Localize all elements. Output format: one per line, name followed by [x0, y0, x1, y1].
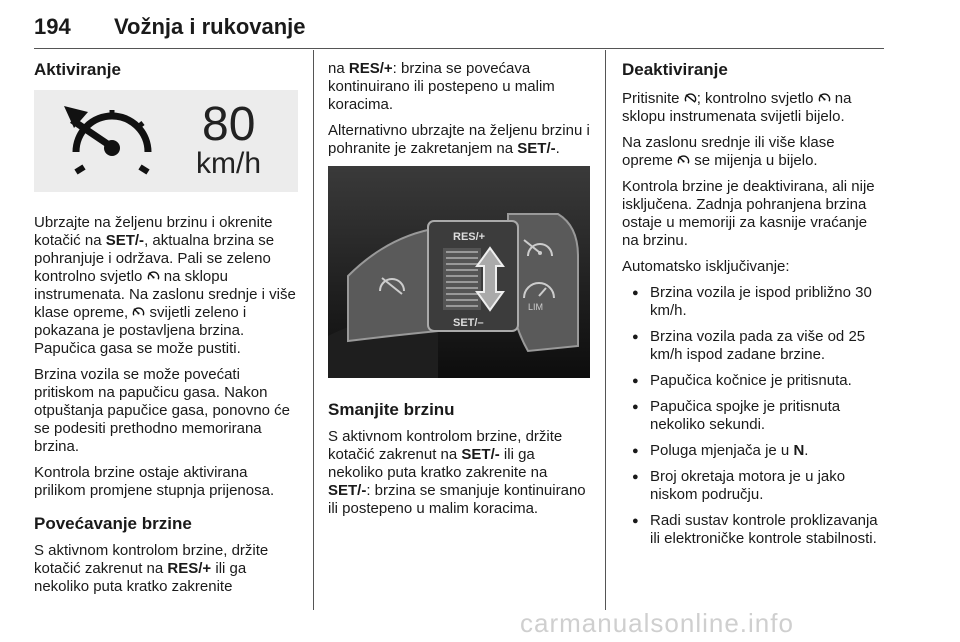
watermark: carmanualsonline.info — [520, 608, 794, 638]
steering-wheel-controls-figure — [328, 166, 590, 378]
paragraph: Brzina vozila se može povećati pritiskom na papučicu gasa. Nakon otpuštanja papučice gasa, ponovno će se podesiti prethodno memorirana brzina. — [34, 366, 291, 455]
paragraph: S aktivnom kontrolom brzine, držite kotačić zakrenut na RES/+ ili ga nekoliko puta kratko zakrenite — [34, 542, 269, 595]
paragraph: Alternativno ubrzajte na željenu brzinu i pohranite je zakretanjem na SET/-. — [328, 122, 590, 157]
steering-wheel-illustration — [328, 166, 590, 378]
res-label: RES/+ — [453, 231, 486, 243]
auto-off-list — [622, 284, 884, 548]
list-item: ● Brzina vozila pada za više od 25 km/h ispod zadane brzine. — [622, 328, 884, 364]
paragraph: Na zaslonu srednje ili više klase opreme se mijenja u bijelo. — [622, 134, 835, 169]
cruise-control-icon — [132, 306, 145, 319]
column-divider — [605, 50, 606, 610]
column-3 — [622, 60, 884, 556]
list-item: ● Papučica spojke je pritisnuta nekoliko sekundi. — [622, 398, 884, 434]
header-rule — [34, 48, 884, 49]
paragraph: Pritisnite ; kontrolno svjetlo na sklopu instrumenata svijetli bijelo. — [622, 90, 852, 125]
cruise-control-icon — [677, 154, 690, 167]
cruise-control-icon — [147, 270, 160, 283]
lim-label: LIM — [528, 302, 544, 312]
paragraph: Kontrola brzine ostaje aktivirana prilikom promjene stupnja prijenosa. — [34, 464, 275, 499]
section-heading-decrease: Smanjite brzinu — [328, 400, 455, 419]
section-heading-activation: Aktiviranje — [34, 60, 121, 79]
list-item: ● Broj okretaja motora je u jako niskom području. — [622, 468, 884, 504]
thumbwheel — [443, 248, 481, 310]
page-number: 194 — [34, 14, 71, 39]
list-item: ● Papučica kočnice je pritisnuta. — [622, 372, 884, 390]
page-header — [34, 8, 884, 48]
set-label: SET/– — [453, 317, 484, 329]
list-item: ● Radi sustav kontrole proklizavanja ili elektroničke kontrole stabilnosti. — [622, 512, 884, 548]
paragraph: Kontrola brzine je deaktivirana, ali nije isključena. Zadnja pohranjena brzina ostaje u memoriji za kasnije vraćanje na brzinu. — [622, 178, 875, 249]
column-2 — [328, 60, 592, 526]
section-heading-deactivation: Deaktiviranje — [622, 60, 728, 79]
cruise-speed-figure — [34, 90, 298, 192]
speed-unit: km/h — [196, 147, 262, 180]
cruise-control-icon — [818, 92, 831, 105]
page-title: Vožnja i rukovanje — [114, 14, 306, 39]
paragraph: na RES/+: brzina se povećava kontinuirano ili postepeno u malim koracima. — [328, 60, 555, 113]
paragraph: Ubrzajte na željenu brzinu i okrenite kotačić na SET/-, aktualna brzina se pohranjuje i održava. Pali se zeleno kontrolno svjetlo na sklopu instrumenata. Na zaslonu srednje i više klase opreme, svijetli zeleno i pokazana je postavljena brzina. Papučica gasa se može pustiti. — [34, 214, 296, 357]
list-item: ● Poluga mjenjača je u N. — [622, 442, 884, 460]
section-heading-increase: Povećavanje brzine — [34, 514, 192, 533]
list-item: ● Brzina vozila je ispod približno 30 km/h. — [622, 284, 884, 320]
speed-value: 80 — [202, 98, 256, 151]
cruise-control-icon — [54, 90, 174, 192]
paragraph: S aktivnom kontrolom brzine, držite kotačić zakrenut na SET/- ili ga nekoliko puta kratko zakrenite na SET/-: brzina se smanjuje kontinuirano ili postepeno u malim koracima. — [328, 428, 586, 517]
column-1 — [34, 60, 300, 604]
cruise-cancel-icon — [684, 92, 697, 105]
column-divider — [313, 50, 314, 610]
paragraph: Automatsko isključivanje: — [622, 258, 790, 275]
